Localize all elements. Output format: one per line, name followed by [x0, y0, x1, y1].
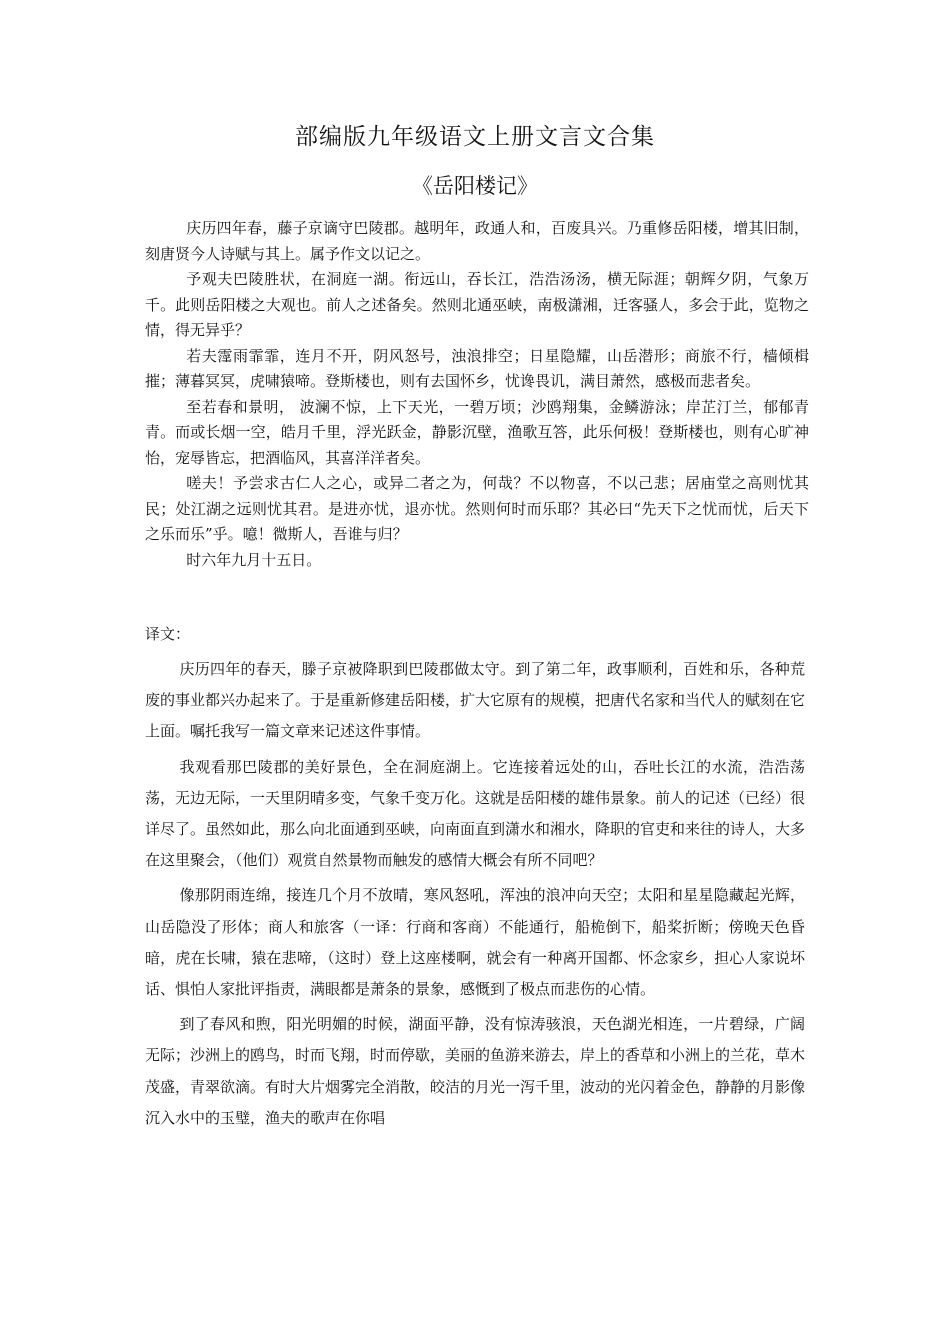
original-paragraph: 至若春和景明， 波澜不惊，上下天光，一碧万顷；沙鸥翔集，金鳞游泳；岸芷汀兰，郁郁青青。而或长烟一空，皓月千里，浮光跃金，静影沉壁，渔歌互答，此乐何极！登斯楼也，则有心旷神怡，宠辱皆忘，把酒临风，其喜洋洋者矣。	[145, 397, 809, 467]
translation-paragraph: 我观看那巴陵郡的美好景色，全在洞庭湖上。它连接着远处的山，吞吐长江的水流，浩浩荡荡，无边无际，一天里阴晴多变，气象千变万化。这就是岳阳楼的雄伟景象。前人的记述（已经）很详尽了。虽然如此，那么向北面通到巫峡，向南面直到潇水和湘水，降职的官吏和来往的诗人，大多在这里聚会，（他们）观赏自然景物而触发的感情大概会有所不同吧？	[145, 757, 806, 870]
original-paragraph: 予观夫巴陵胜状，在洞庭一湖。衔远山，吞长江，浩浩汤汤，横无际涯；朝辉夕阴，气象万千。此则岳阳楼之大观也。前人之述备矣。然则北通巫峡，南极潇湘，迁客骚人，多会于此，览物之情，得无异乎？	[145, 270, 809, 339]
original-paragraph: 时六年九月十五日。	[186, 550, 322, 569]
original-paragraph: 嗟夫！予尝求古仁人之心，或异二者之为，何哉？不以物喜，不以己悲；居庙堂之高则忧其民；处江湖之远则忧其君。是进亦忧，退亦忧。然则何时而乐耶？其必曰“先天下之忧而忧，后天下之乐而乐”乎。噫！微斯人，吾谁与归？	[145, 474, 809, 543]
translation-paragraph: 到了春风和煦，阳光明媚的时候，湖面平静，没有惊涛骇浪，天色湖光相连，一片碧绿，广阔无际；沙洲上的鸥鸟，时而飞翔，时而停歇，美丽的鱼游来游去，岸上的香草和小洲上的兰花，草木茂盛，青翠欲滴。有时大片烟雾完全消散，皎洁的月光一泻千里，波动的光闪着金色，静静的月影像沉入水中的玉璧，渔夫的歌声在你唱	[145, 1015, 806, 1127]
original-paragraph: 若夫霪雨霏霏，连月不开，阴风怒号，浊浪排空；日星隐耀，山岳潜形；商旅不行，樯倾楫摧；薄暮冥冥，虎啸猿啼。登斯楼也，则有去国怀乡，忧谗畏讥，满目萧然，感极而悲者矣。	[145, 346, 809, 390]
translation-label: 译文：	[145, 625, 191, 643]
document-title: 部编版九年级语文上册文言文合集	[295, 124, 655, 150]
translation-paragraph: 庆历四年的春天，滕子京被降职到巴陵郡做太守。到了第二年，政事顺利，百姓和乐，各种荒废的事业都兴办起来了。于是重新修建岳阳楼，扩大它原有的规模，把唐代名家和当代人的赋刻在它上面。嘱托我写一篇文章来记述这件事情。	[145, 660, 806, 741]
original-text	[145, 216, 809, 573]
translation-text	[145, 654, 805, 1138]
translation-paragraph: 像那阴雨连绵，接连几个月不放晴，寒风怒吼，浑浊的浪冲向天空；太阳和星星隐藏起光辉，山岳隐没了形体；商人和旅客（一译：行商和客商）不能通行，船桅倒下，船桨折断；傍晚天色昏暗，虎在长啸，猿在悲啼，（这时）登上这座楼啊，就会有一种离开国都、怀念家乡，担心人家说坏话、惧怕人家批评指责，满眼都是萧条的景象，感慨到了极点而悲伤的心情。	[145, 886, 805, 999]
essay-title: 《岳阳楼记》	[412, 174, 538, 198]
original-paragraph: 庆历四年春，藤子京谪守巴陵郡。越明年，政通人和，百废具兴。乃重修岳阳楼，增其旧制，刻唐贤今人诗赋与其上。属予作文以记之。	[145, 219, 809, 263]
